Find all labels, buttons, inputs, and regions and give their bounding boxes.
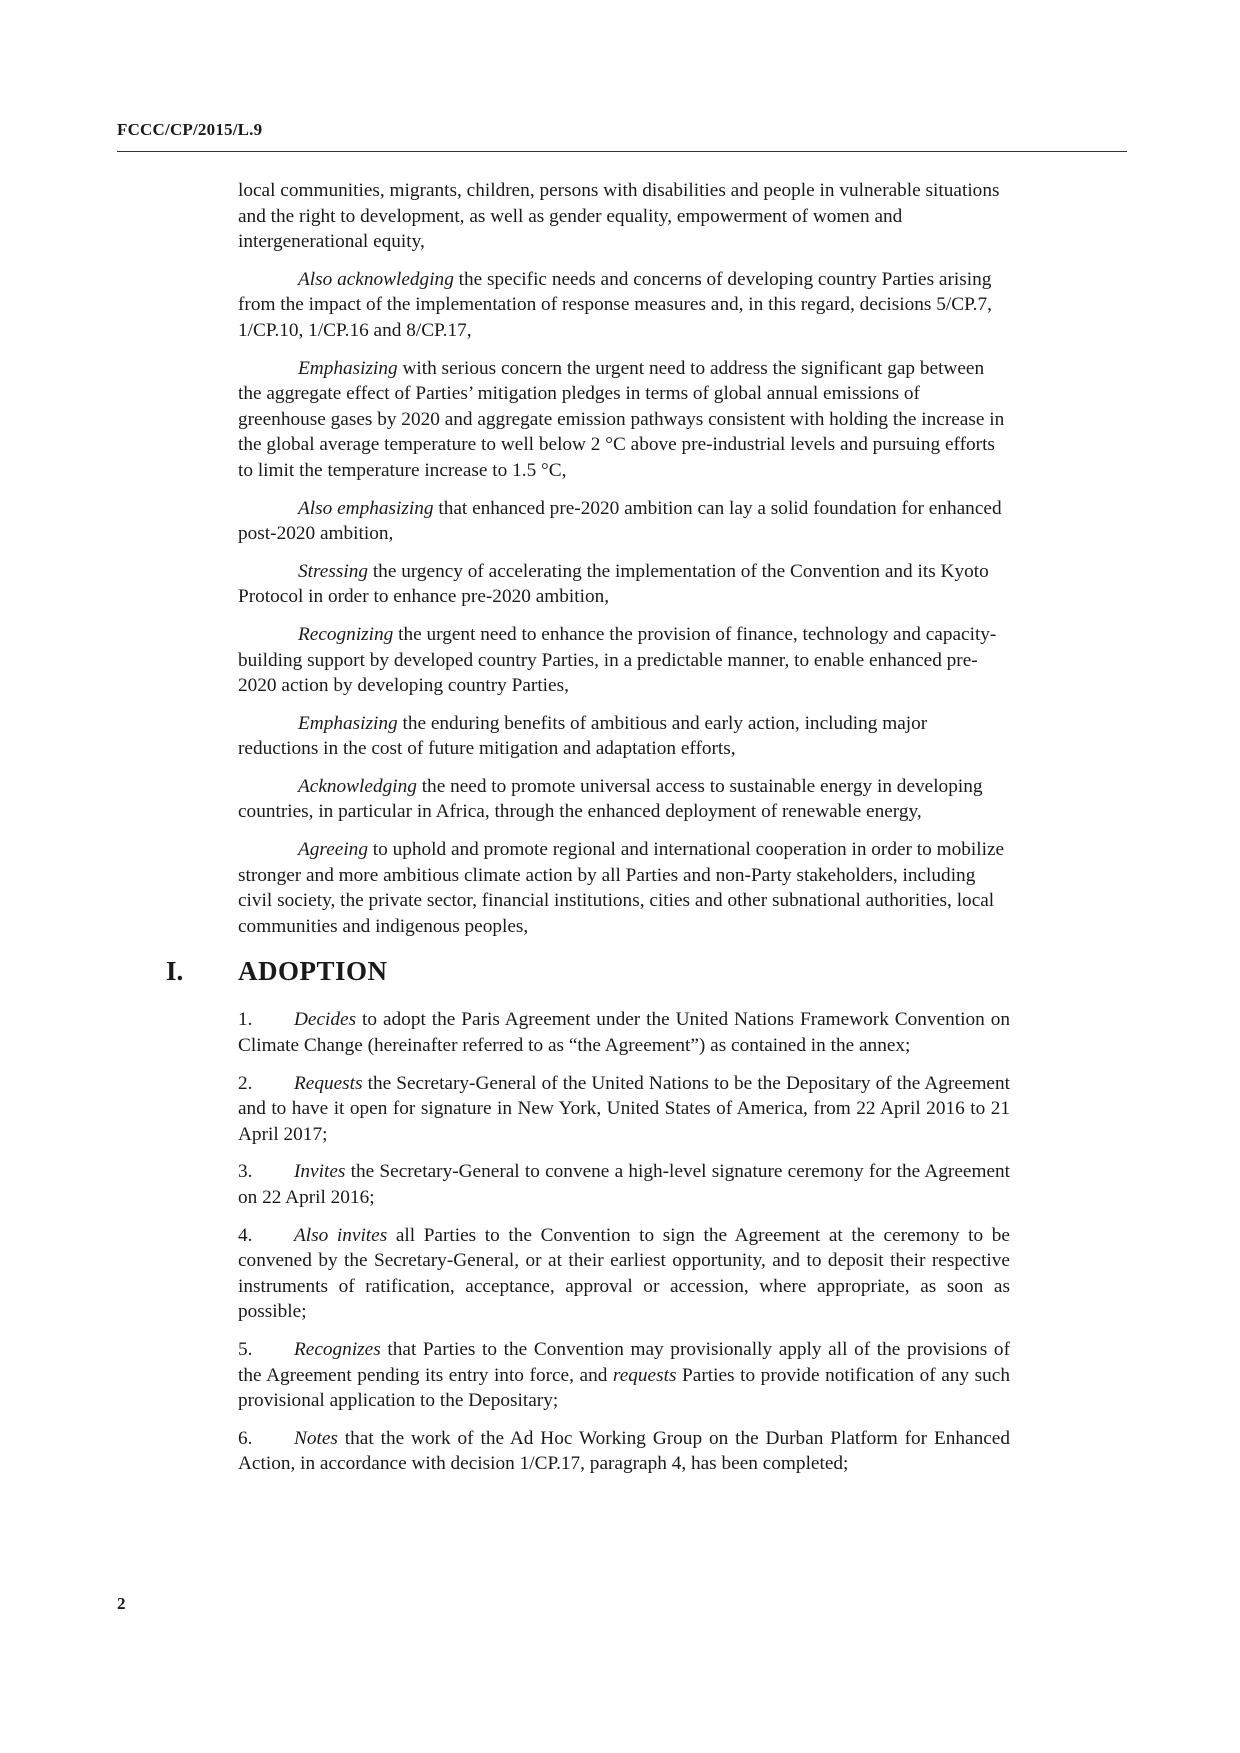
paragraph-number: 2.: [238, 1072, 253, 1094]
preamble-text: with serious concern the urgent need to address the significant gap between the aggregate effect of Parties’ mitigation pledges in terms of global annual emissions of greenhouse gases by 2020 and aggregate emission pathways consistent with holding the increase in the global average temperature to well below 2 °C above pre-industrial levels and pursuing efforts to limit the temperature increase to 1.5 °C,: [238, 357, 1005, 481]
preamble-lead-phrase: Acknowledging: [298, 775, 417, 797]
section-number: I.: [166, 956, 184, 987]
preamble-lead-phrase: Also emphasizing: [298, 497, 434, 519]
operative-text: the Secretary-General to convene a high-level signature ceremony for the Agreement on 22 April 2016;: [238, 1161, 1010, 1208]
preamble-paragraph: [238, 837, 1010, 939]
header-rule: [117, 151, 1127, 152]
page-number: 2: [117, 1594, 126, 1613]
preamble-paragraph: [238, 356, 1010, 484]
preamble-lead-phrase: Emphasizing: [298, 357, 398, 379]
paragraph-number: 1.: [238, 1009, 253, 1031]
paragraph-number: 6.: [238, 1427, 253, 1449]
preamble-text: that enhanced pre-2020 ambition can lay a solid foundation for enhanced post-2020 ambition,: [238, 497, 1002, 545]
operative-verb: Also invites: [294, 1224, 388, 1246]
document-symbol: FCCC/CP/2015/L.9: [117, 120, 263, 139]
operative-text: to adopt the Paris Agreement under the United Nations Framework Convention on Climate Change (hereinafter referred to as “the Agreement”) as contained in the annex;: [238, 1009, 1010, 1057]
preamble-paragraph: [238, 496, 1010, 547]
operative-text: that Parties to the Convention may provisionally apply all of the provisions of the Agreement pending its entry into force, and: [238, 1338, 1010, 1386]
operative-paragraph: [238, 1071, 1010, 1148]
preamble-text: the need to promote universal access to sustainable energy in developing countries, in particular in Africa, through the enhanced deployment of renewable energy,: [238, 775, 983, 823]
preamble-lead-phrase: Agreeing: [298, 839, 368, 861]
preamble-text: to uphold and promote regional and international cooperation in order to mobilize stronger and more ambitious climate action by all Parties and non-Party stakeholders, including civil society, the private sector, financial institutions, cities and other subnational authorities, local communities and indigenous peoples,: [238, 839, 1005, 937]
preamble-text: the enduring benefits of ambitious and early action, including major reductions in the cost of future mitigation and adaptation efforts,: [238, 712, 928, 760]
preamble-paragraph: [238, 622, 1010, 699]
preamble-lead-phrase: Stressing: [298, 560, 368, 582]
preamble-paragraph: [238, 178, 1010, 255]
preamble-text: the specific needs and concerns of developing country Parties arising from the impact of the implementation of response measures and, in this regard, decisions 5/CP.7, 1/CP.10, 1/CP.16 and 8/CP.17,: [238, 268, 992, 341]
operative-paragraph: [238, 1337, 1010, 1414]
preamble-lead-phrase: Emphasizing: [298, 712, 398, 734]
paragraph-number: 4.: [238, 1224, 253, 1246]
preamble-text: the urgency of accelerating the implementation of the Convention and its Kyoto Protocol in order to enhance pre-2020 ambition,: [238, 560, 989, 608]
preamble-text: the urgent need to enhance the provision of finance, technology and capacity-building support by developed country Parties, in a predictable manner, to enable enhanced pre-2020 action by developing country Parties,: [238, 623, 997, 697]
paragraph-number: 5.: [238, 1338, 253, 1360]
section-title: ADOPTION: [238, 956, 388, 987]
operative-verb-secondary: requests: [612, 1364, 677, 1386]
operative-text: all Parties to the Convention to sign the Agreement at the ceremony to be convened by the Secretary-General, or at their earliest opportunity, and to deposit their respective instruments of ratification, acceptance, approval or accession, where appropriate, as soon as possible;: [238, 1224, 1010, 1323]
operative-text-continued: Parties to provide notification of any such provisional application to the Depositary;: [238, 1364, 1010, 1412]
operative-verb: Requests: [294, 1072, 363, 1094]
operative-text: that the work of the Ad Hoc Working Group on the Durban Platform for Enhanced Action, in accordance with decision 1/CP.17, paragraph 4, has been completed;: [238, 1427, 1010, 1475]
operative-paragraph: [238, 1426, 1010, 1477]
preamble-lead-phrase: Also acknowledging: [298, 268, 454, 290]
preamble-paragraph: [238, 559, 1010, 610]
preamble-text: local communities, migrants, children, persons with disabilities and people in vulnerable situations and the right to development, as well as gender equality, empowerment of women and intergenerational equity,: [238, 180, 1000, 253]
document-body: [166, 178, 1010, 1489]
preamble-lead-phrase: Recognizing: [298, 623, 394, 645]
operative-paragraph: [238, 1007, 1010, 1058]
preamble-paragraph: [238, 711, 1010, 762]
operative-verb: Recognizes: [294, 1338, 381, 1360]
operative-verb: Invites: [294, 1161, 346, 1183]
section-heading: [166, 956, 1010, 993]
operative-verb: Notes: [294, 1427, 338, 1449]
preamble-paragraph: [238, 267, 1010, 344]
operative-verb: Decides: [294, 1009, 357, 1031]
paragraph-number: 3.: [238, 1161, 253, 1183]
operative-paragraph: [238, 1159, 1010, 1210]
preamble-paragraph: [238, 774, 1010, 825]
operative-paragraph: [238, 1223, 1010, 1325]
operative-text: the Secretary-General of the United Nations to be the Depositary of the Agreement and to have it open for signature in New York, United States of America, from 22 April 2016 to 21 April 2017;: [238, 1072, 1010, 1145]
